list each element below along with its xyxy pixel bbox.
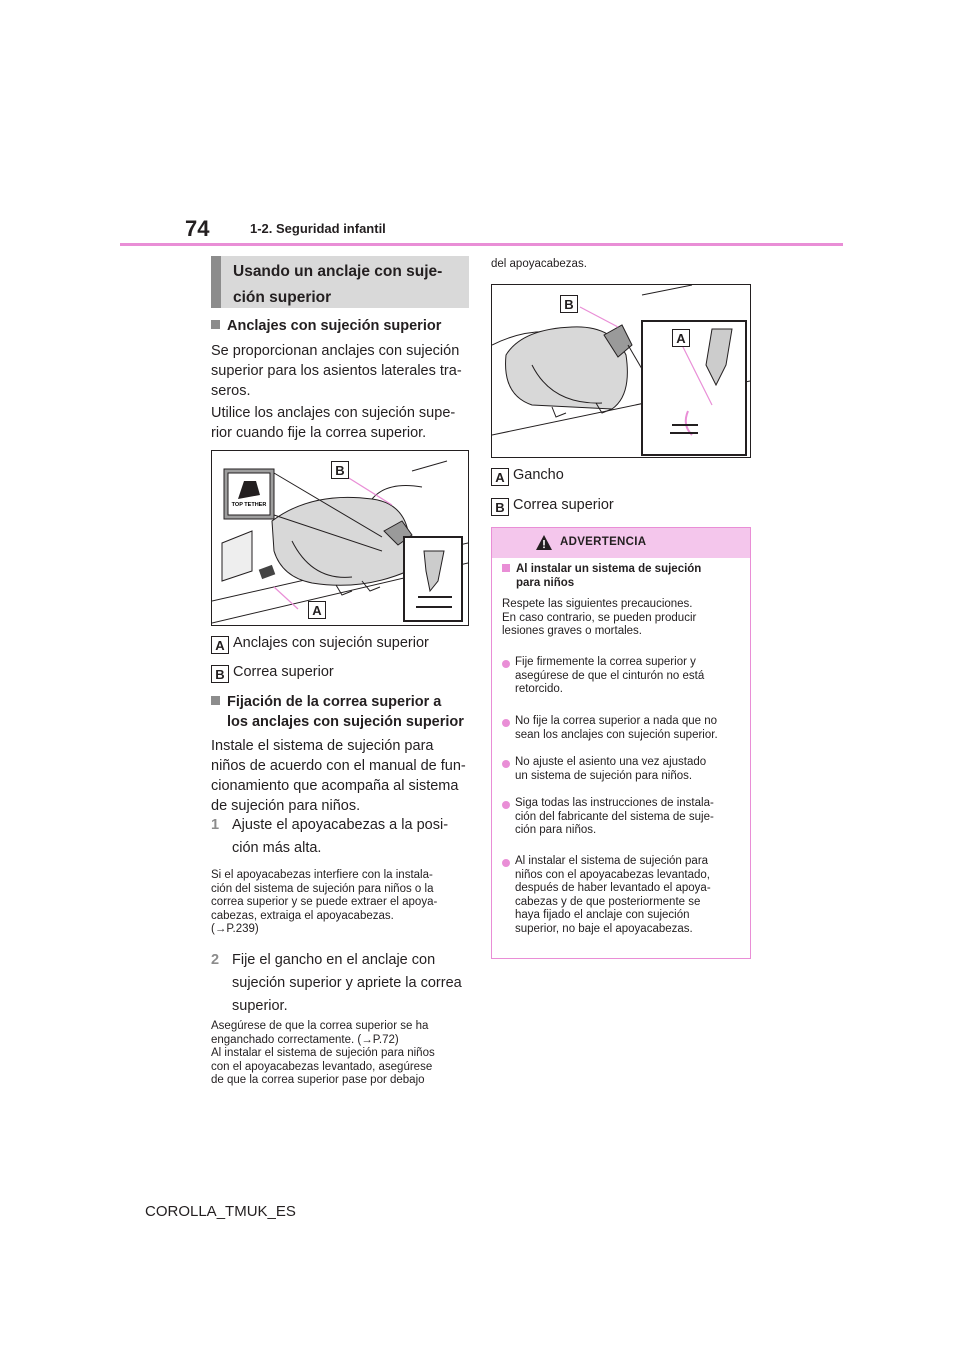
figure1-callout-b: B [331, 461, 349, 479]
figure-top-tether-anchors [211, 450, 469, 626]
text-line: sujeción superior y apriete la correa [232, 975, 462, 991]
warning-item-1 [515, 656, 704, 697]
text-line: con el apoyacabezas levantado, asegúrese [211, 1060, 433, 1073]
section-title: 1-2. Seguridad infantil [250, 221, 386, 236]
subheading-fixing-strap [211, 692, 464, 732]
section-heading [211, 256, 469, 308]
text-line: Respete las siguientes precauciones. [502, 598, 693, 610]
text-line: ción del fabricante del sistema de suje- [515, 810, 714, 823]
paragraph-install-system [211, 736, 466, 816]
page-number: 74 [185, 216, 210, 241]
paragraph-use-anchors [211, 403, 455, 443]
text-line: Utilice los anclajes con sujeción supe- [211, 405, 456, 421]
bullet-icon [502, 660, 510, 668]
warning-item-3 [515, 756, 706, 783]
subheading-anchors [211, 316, 441, 336]
text-line: retorcido. [515, 683, 563, 695]
square-bullet-icon [502, 564, 510, 572]
text-line: ción del sistema de sujeción para niños o la [211, 882, 434, 895]
text-line: superior, no baje el apoyacabezas. [515, 922, 693, 935]
text-line: cabezas, extraiga el apoyacabezas. [211, 909, 394, 922]
text-line: Fijación de la correa superior a [227, 694, 442, 710]
fig2-label-a [491, 466, 564, 486]
text-line: sean los anclajes con sujeción superior. [515, 728, 718, 741]
warning-title: ADVERTENCIA [560, 536, 647, 548]
text-line: Si el apoyacabezas interfiere con la instala- [211, 869, 433, 881]
label-text: Gancho [513, 467, 564, 483]
label-text: Correa superior [233, 664, 334, 680]
square-bullet-icon [211, 320, 220, 329]
step-number: 1 [211, 817, 220, 833]
text-line: Instale el sistema de sujeción para [211, 738, 434, 754]
warning-intro [502, 598, 696, 639]
label-key-a: A [211, 636, 229, 654]
text-line: rior cuando fije la correa superior. [211, 425, 427, 441]
figure1-callout-a: A [308, 601, 326, 619]
text-line: (→P.239) [211, 923, 259, 935]
text-line: No fije la correa superior a nada que no [515, 715, 718, 727]
hook-strap-illustration [492, 285, 750, 457]
text-line: enganchado correctamente. (→P.72) [211, 1033, 399, 1046]
figure-hook-strap [491, 284, 751, 458]
text-line: Al instalar el sistema de sujeción para niños [211, 1047, 435, 1059]
text-line: Fije el gancho en el anclaje con [232, 952, 436, 968]
text-line: Al instalar el sistema de sujeción para [515, 855, 709, 867]
step-1 [211, 814, 449, 856]
text-line: Siga todas las instrucciones de instala- [515, 797, 714, 809]
paragraph-anchors-provided [211, 341, 462, 401]
figure2-callout-a: A [672, 329, 690, 347]
label-key-b: B [211, 665, 229, 683]
text-line: cabezas y de que posteriormente se [515, 895, 701, 908]
warning-item-5 [515, 855, 711, 936]
warning-item-4 [515, 797, 714, 838]
step-2 [211, 949, 462, 1014]
text-line: los anclajes con sujeción superior [227, 714, 464, 730]
bullet-icon [502, 760, 510, 768]
text-line: asegúrese de que el cinturón no está [515, 669, 705, 682]
note-strap-hooked [211, 1020, 435, 1088]
text-line: Se proporcionan anclajes con sujeción [211, 343, 460, 359]
text-line: lesiones graves o mortales. [502, 625, 642, 637]
note-headrest [211, 869, 437, 937]
bullet-icon [502, 801, 510, 809]
text-line: Fije firmemente la correa superior y [515, 656, 696, 668]
text-line: superior. [232, 998, 288, 1014]
text-line: niños con el apoyacabezas levantado, [515, 868, 711, 881]
footer-doc-code: COROLLA_TMUK_ES [145, 1203, 296, 1220]
text-line: Ajuste el apoyacabezas a la posi- [232, 817, 449, 833]
heading-line-2: ción superior [233, 289, 332, 306]
warning-box [491, 527, 751, 959]
step-number: 2 [211, 952, 220, 968]
fig1-label-a [211, 634, 429, 654]
text-line: ción más alta. [232, 840, 322, 856]
label-text: Correa superior [513, 497, 614, 513]
text-line: seros. [211, 383, 251, 399]
bullet-icon [502, 859, 510, 867]
text-line: después de haber levantado el apoya- [515, 882, 711, 894]
text-line: Asegúrese de que la correa superior se ha [211, 1020, 429, 1032]
bullet-icon [502, 719, 510, 727]
text-line: para niños [516, 576, 575, 589]
text-line: de sujeción para niños. [211, 798, 361, 814]
header-rule [120, 243, 843, 246]
label-key-b: B [491, 498, 509, 516]
fig2-label-b [491, 496, 614, 516]
square-bullet-icon [211, 696, 220, 705]
warning-header [492, 528, 750, 558]
text-line: correa superior y se puede extraer el apoya- [211, 896, 438, 908]
text-line: superior para los asientos laterales tra- [211, 363, 462, 379]
text-line: de que la correa superior pase por debajo [211, 1074, 425, 1086]
label-key-a: A [491, 468, 509, 486]
continued-text: del apoyacabezas. [491, 258, 587, 270]
warning-triangle-icon [536, 535, 552, 550]
text-line: cionamiento que acompaña al sistema [211, 778, 459, 794]
label-text: Anclajes con sujeción superior [233, 635, 429, 651]
warning-item-2 [515, 715, 718, 742]
fig1-label-b [211, 663, 334, 683]
text-line: En caso contrario, se pueden producir [502, 611, 697, 624]
text-line: No ajuste el asiento una vez ajustado [515, 756, 707, 768]
warning-subheading [502, 563, 701, 590]
heading-line-1: Usando un anclaje con suje- [233, 263, 443, 280]
text-line: Al instalar un sistema de sujeción [516, 563, 702, 575]
text-line: un sistema de sujeción para niños. [515, 769, 693, 782]
text-line: niños de acuerdo con el manual de fun- [211, 758, 466, 774]
subheading-anchors-text: Anclajes con sujeción superior [227, 318, 442, 334]
figure2-callout-b: B [560, 295, 578, 313]
text-line: haya fijado el anclaje con sujeción [515, 909, 690, 921]
top-tether-tag-text: TOP TETHER [231, 502, 267, 508]
text-line: ción para niños. [515, 824, 597, 836]
